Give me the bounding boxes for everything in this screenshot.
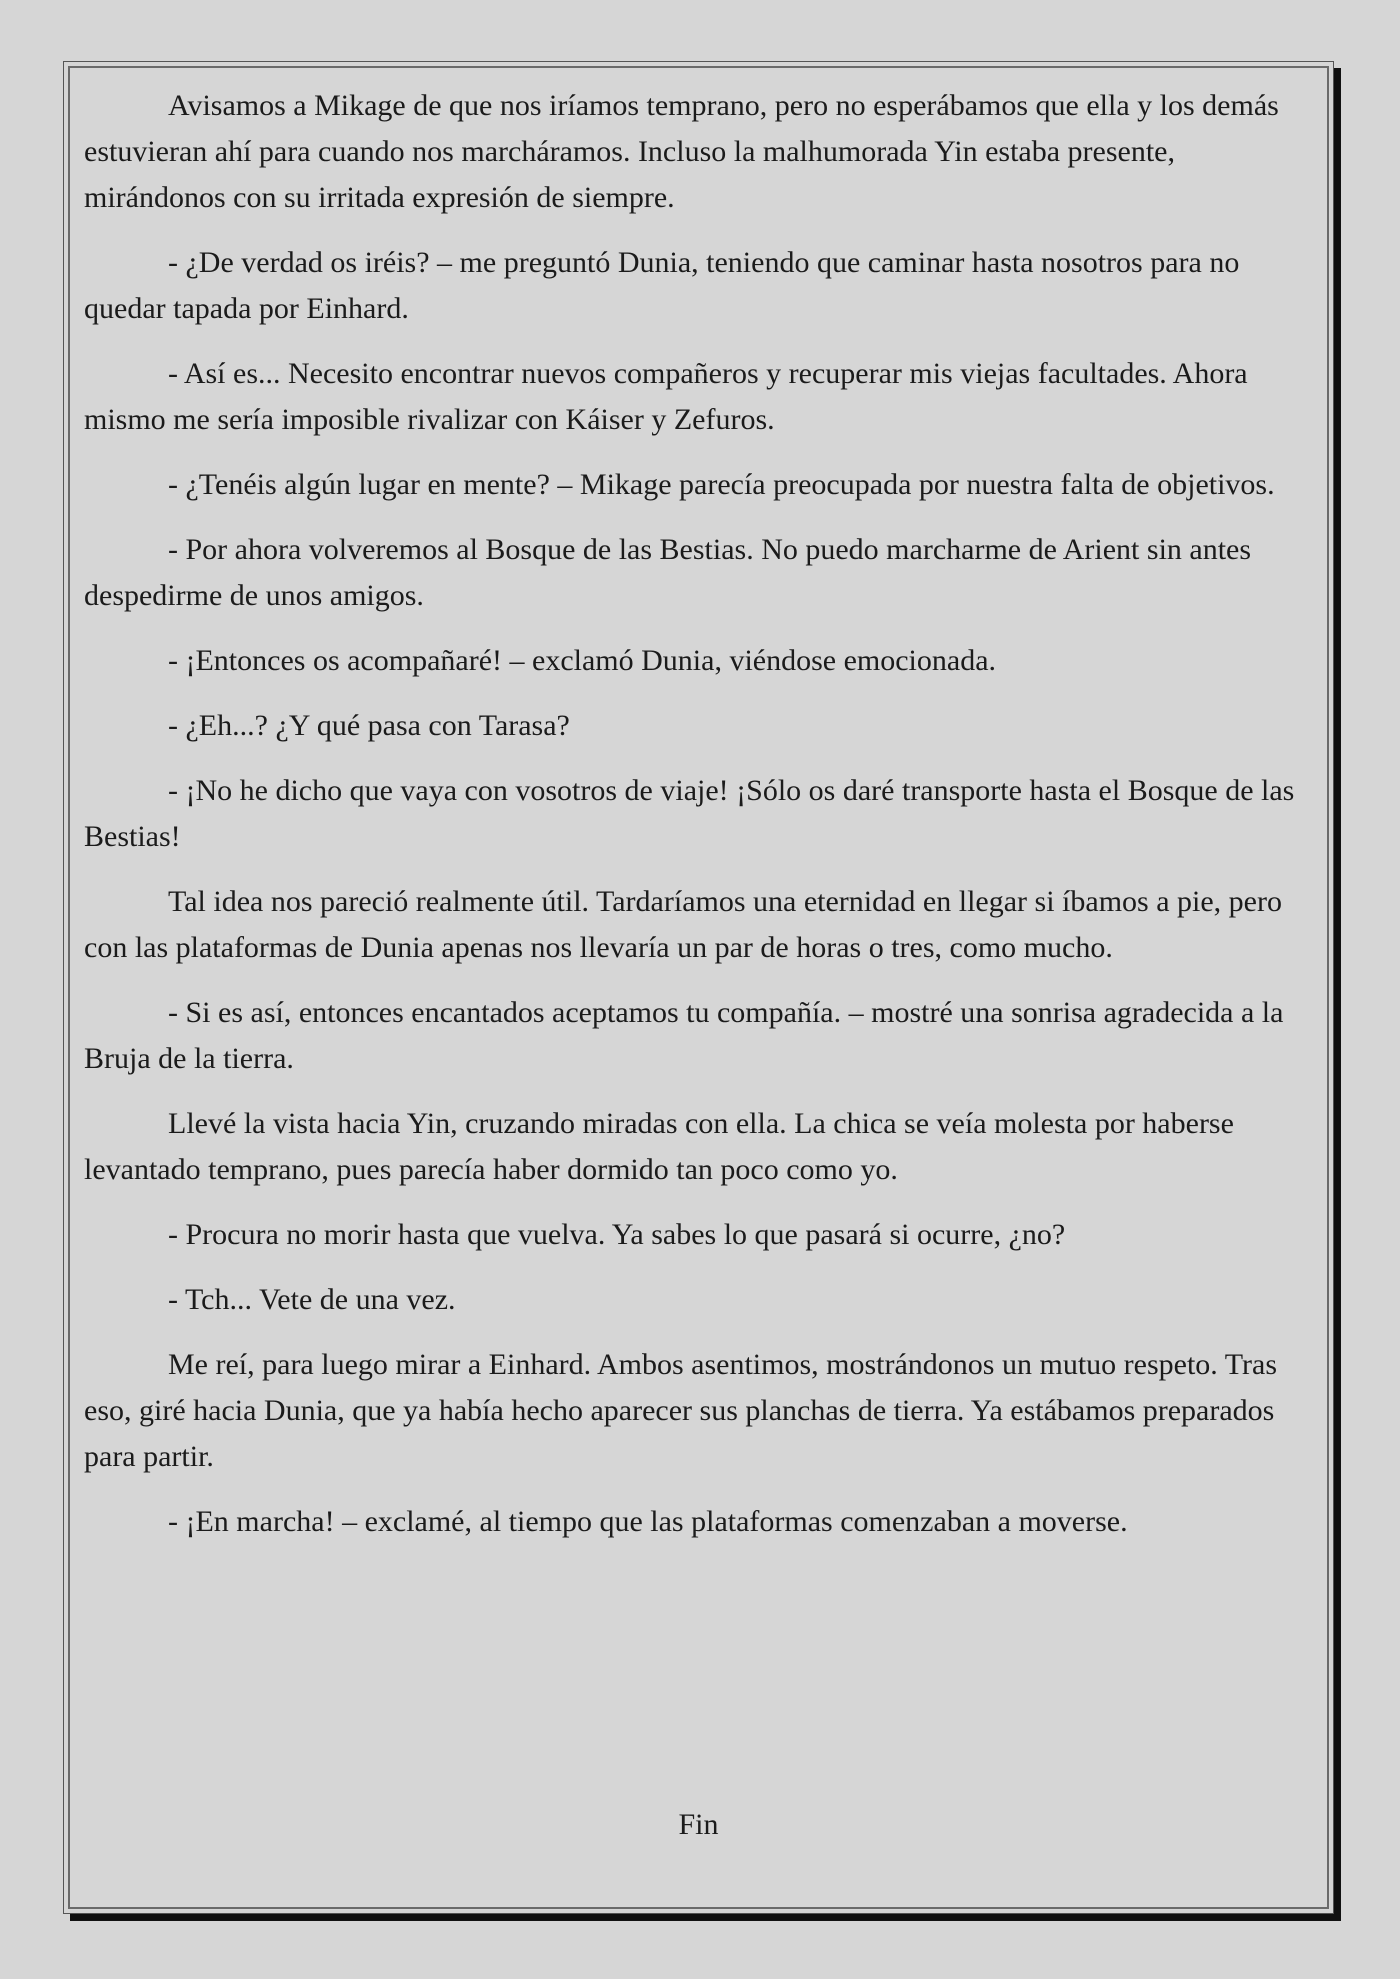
paragraph: - Si es así, entonces encantados aceptamos tu compañía. – mostré una sonrisa agradecida a la Bruja de la tierra. [84, 996, 1284, 1075]
paragraph: - ¡Entonces os acompañaré! – exclamó Dunia, viéndose emocionada. [168, 644, 997, 677]
paragraph: - ¿De verdad os iréis? – me preguntó Dunia, teniendo que caminar hasta nosotros para no quedar tapada por Einhard. [84, 246, 1240, 325]
paragraph: - Por ahora volveremos al Bosque de las Bestias. No puedo marcharme de Arient sin antes despedirme de unos amigos. [84, 533, 1252, 612]
paragraph: Avisamos a Mikage de que nos iríamos temprano, pero no esperábamos que ella y los demás estuvieran ahí para cuando nos marcháramos. Incluso la malhumorada Yin estaba presente, mirándonos con su irritada expresión de siempre. [84, 89, 1279, 214]
paragraph: - ¿Tenéis algún lugar en mente? – Mikage parecía preocupada por nuestra falta de objetivos. [168, 468, 1275, 501]
paragraph: Tal idea nos pareció realmente útil. Tardaríamos una eternidad en llegar si íbamos a pie, pero con las plataformas de Dunia apenas nos llevaría un par de horas o tres, como mucho. [84, 885, 1282, 964]
paragraph: - Así es... Necesito encontrar nuevos compañeros y recuperar mis viejas facultades. Ahora mismo me sería imposible rivalizar con Káiser y Zefuros. [84, 357, 1248, 436]
paragraph: - Procura no morir hasta que vuelva. Ya sabes lo que pasará si ocurre, ¿no? [168, 1218, 1066, 1251]
ending-text: Fin [678, 1808, 719, 1841]
paragraph: - Tch... Vete de una vez. [168, 1283, 456, 1316]
paragraph: Me reí, para luego mirar a Einhard. Ambos asentimos, mostrándonos un mutuo respeto. Tras eso, giré hacia Dunia, que ya había hecho aparecer sus planchas de tierra. Ya estábamos preparados para partir. [84, 1348, 1277, 1473]
document-page [63, 61, 1334, 1914]
paragraph: - ¿Eh...? ¿Y qué pasa con Tarasa? [168, 709, 570, 742]
body-text [84, 83, 1324, 1564]
paragraph: - ¡No he dicho que vaya con vosotros de viaje! ¡Sólo os daré transporte hasta el Bosque de las Bestias! [84, 774, 1295, 853]
paragraph: Llevé la vista hacia Yin, cruzando miradas con ella. La chica se veía molesta por haberse levantado temprano, pues parecía haber dormido tan poco como yo. [84, 1107, 1234, 1186]
paragraph: - ¡En marcha! – exclamé, al tiempo que las plataformas comenzaban a moverse. [168, 1505, 1128, 1538]
